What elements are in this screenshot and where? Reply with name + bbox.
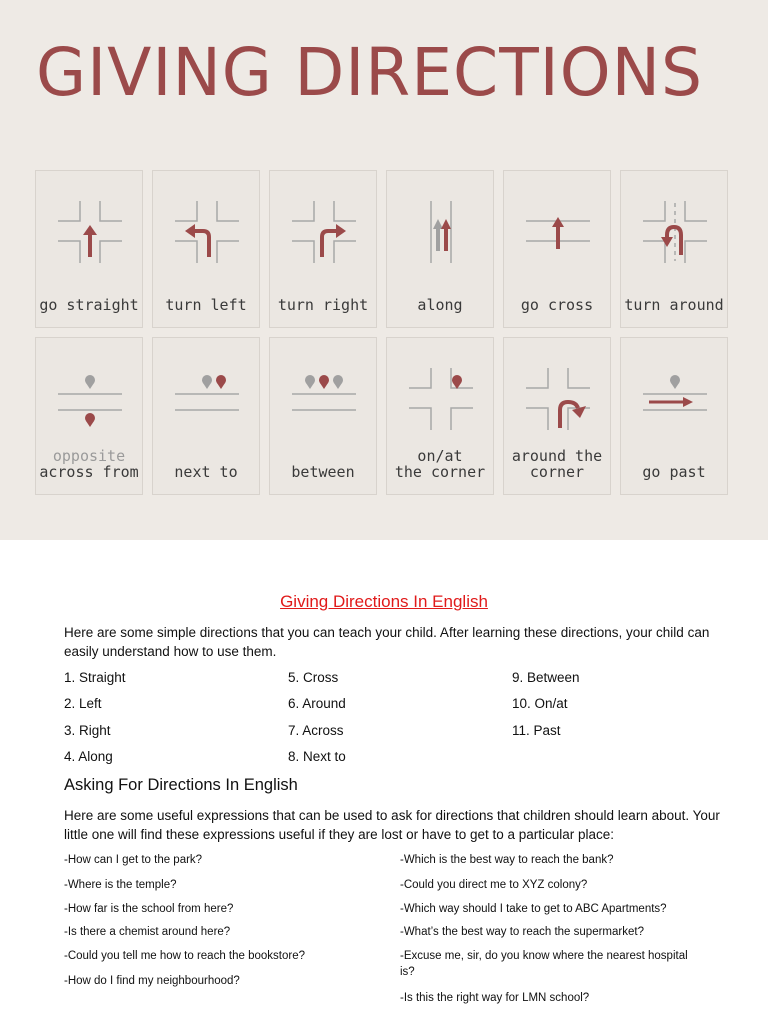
poster-title: GIVING DIRECTIONS (36, 34, 704, 111)
card-along (386, 170, 494, 328)
question-item: -Is this the right way for LMN school? (400, 992, 590, 1004)
section-heading: Giving Directions In English (280, 592, 488, 611)
card-label: turn around (624, 296, 724, 314)
card-across-from (35, 337, 143, 495)
list-item: 4. Along (64, 749, 113, 764)
list-item: 5. Cross (288, 670, 339, 685)
question-item: -Where is the temple? (64, 879, 177, 891)
card-on-at-corner (386, 337, 494, 495)
list-item: 3. Right (64, 723, 111, 738)
card-label: turn right (277, 296, 369, 314)
list-item: 11. Past (512, 723, 561, 738)
card-turn-right (269, 170, 377, 328)
subsection-heading: Asking For Directions In English (64, 776, 298, 794)
list-item: 8. Next to (288, 749, 346, 764)
question-item: -Is there a chemist around here? (64, 926, 231, 938)
list-item: 1. Straight (64, 670, 126, 685)
card-label: go past (642, 463, 706, 481)
card-next-to (152, 337, 260, 495)
question-item: -What’s the best way to reach the supermarket? (400, 926, 644, 938)
card-go-cross (503, 170, 611, 328)
card-label: turn left (165, 296, 247, 314)
list-item: 7. Across (288, 723, 344, 738)
card-label-top: around the (511, 447, 603, 465)
card-go-straight (35, 170, 143, 328)
question-item: -How far is the school from here? (64, 903, 234, 915)
card-label: go cross (520, 296, 594, 314)
question-item: -How can I get to the park? (64, 854, 203, 866)
card-label: along (417, 296, 463, 314)
card-label-top: opposite (52, 447, 126, 465)
card-label: the corner (394, 463, 486, 481)
card-label-top: on/at (417, 447, 463, 465)
card-label: across from (39, 463, 139, 481)
intro2-paragraph: Here are some useful expressions that can be used to ask for directions that children should learn about. Your little one will find these expressions useful if they are lost or have to get to a particular place: (64, 808, 720, 842)
card-label: corner (529, 463, 585, 481)
list-item: 9. Between (512, 670, 580, 685)
list-item: 2. Left (64, 696, 102, 711)
card-label: between (291, 463, 355, 481)
card-go-past (620, 337, 728, 495)
card-turn-left (152, 170, 260, 328)
card-label: next to (174, 463, 238, 481)
list-item: 6. Around (288, 696, 346, 711)
card-around-corner (503, 337, 611, 495)
question-item: -Could you direct me to XYZ colony? (400, 879, 588, 891)
question-item: -How do I find my neighbourhood? (64, 975, 240, 987)
question-item: -Could you tell me how to reach the bookstore? (64, 950, 305, 962)
card-between (269, 337, 377, 495)
question-item: -Which way should I take to get to ABC Apartments? (400, 903, 667, 915)
question-item: -Which is the best way to reach the bank? (400, 854, 614, 866)
question-item: -Excuse me, sir, do you know where the nearest hospital is? (400, 950, 688, 978)
list-item: 10. On/at (512, 696, 568, 711)
card-turn-around (620, 170, 728, 328)
card-label: go straight (39, 296, 139, 314)
intro-paragraph: Here are some simple directions that you can teach your child. After learning these directions, your child can easily understand how to use them. (64, 625, 710, 659)
